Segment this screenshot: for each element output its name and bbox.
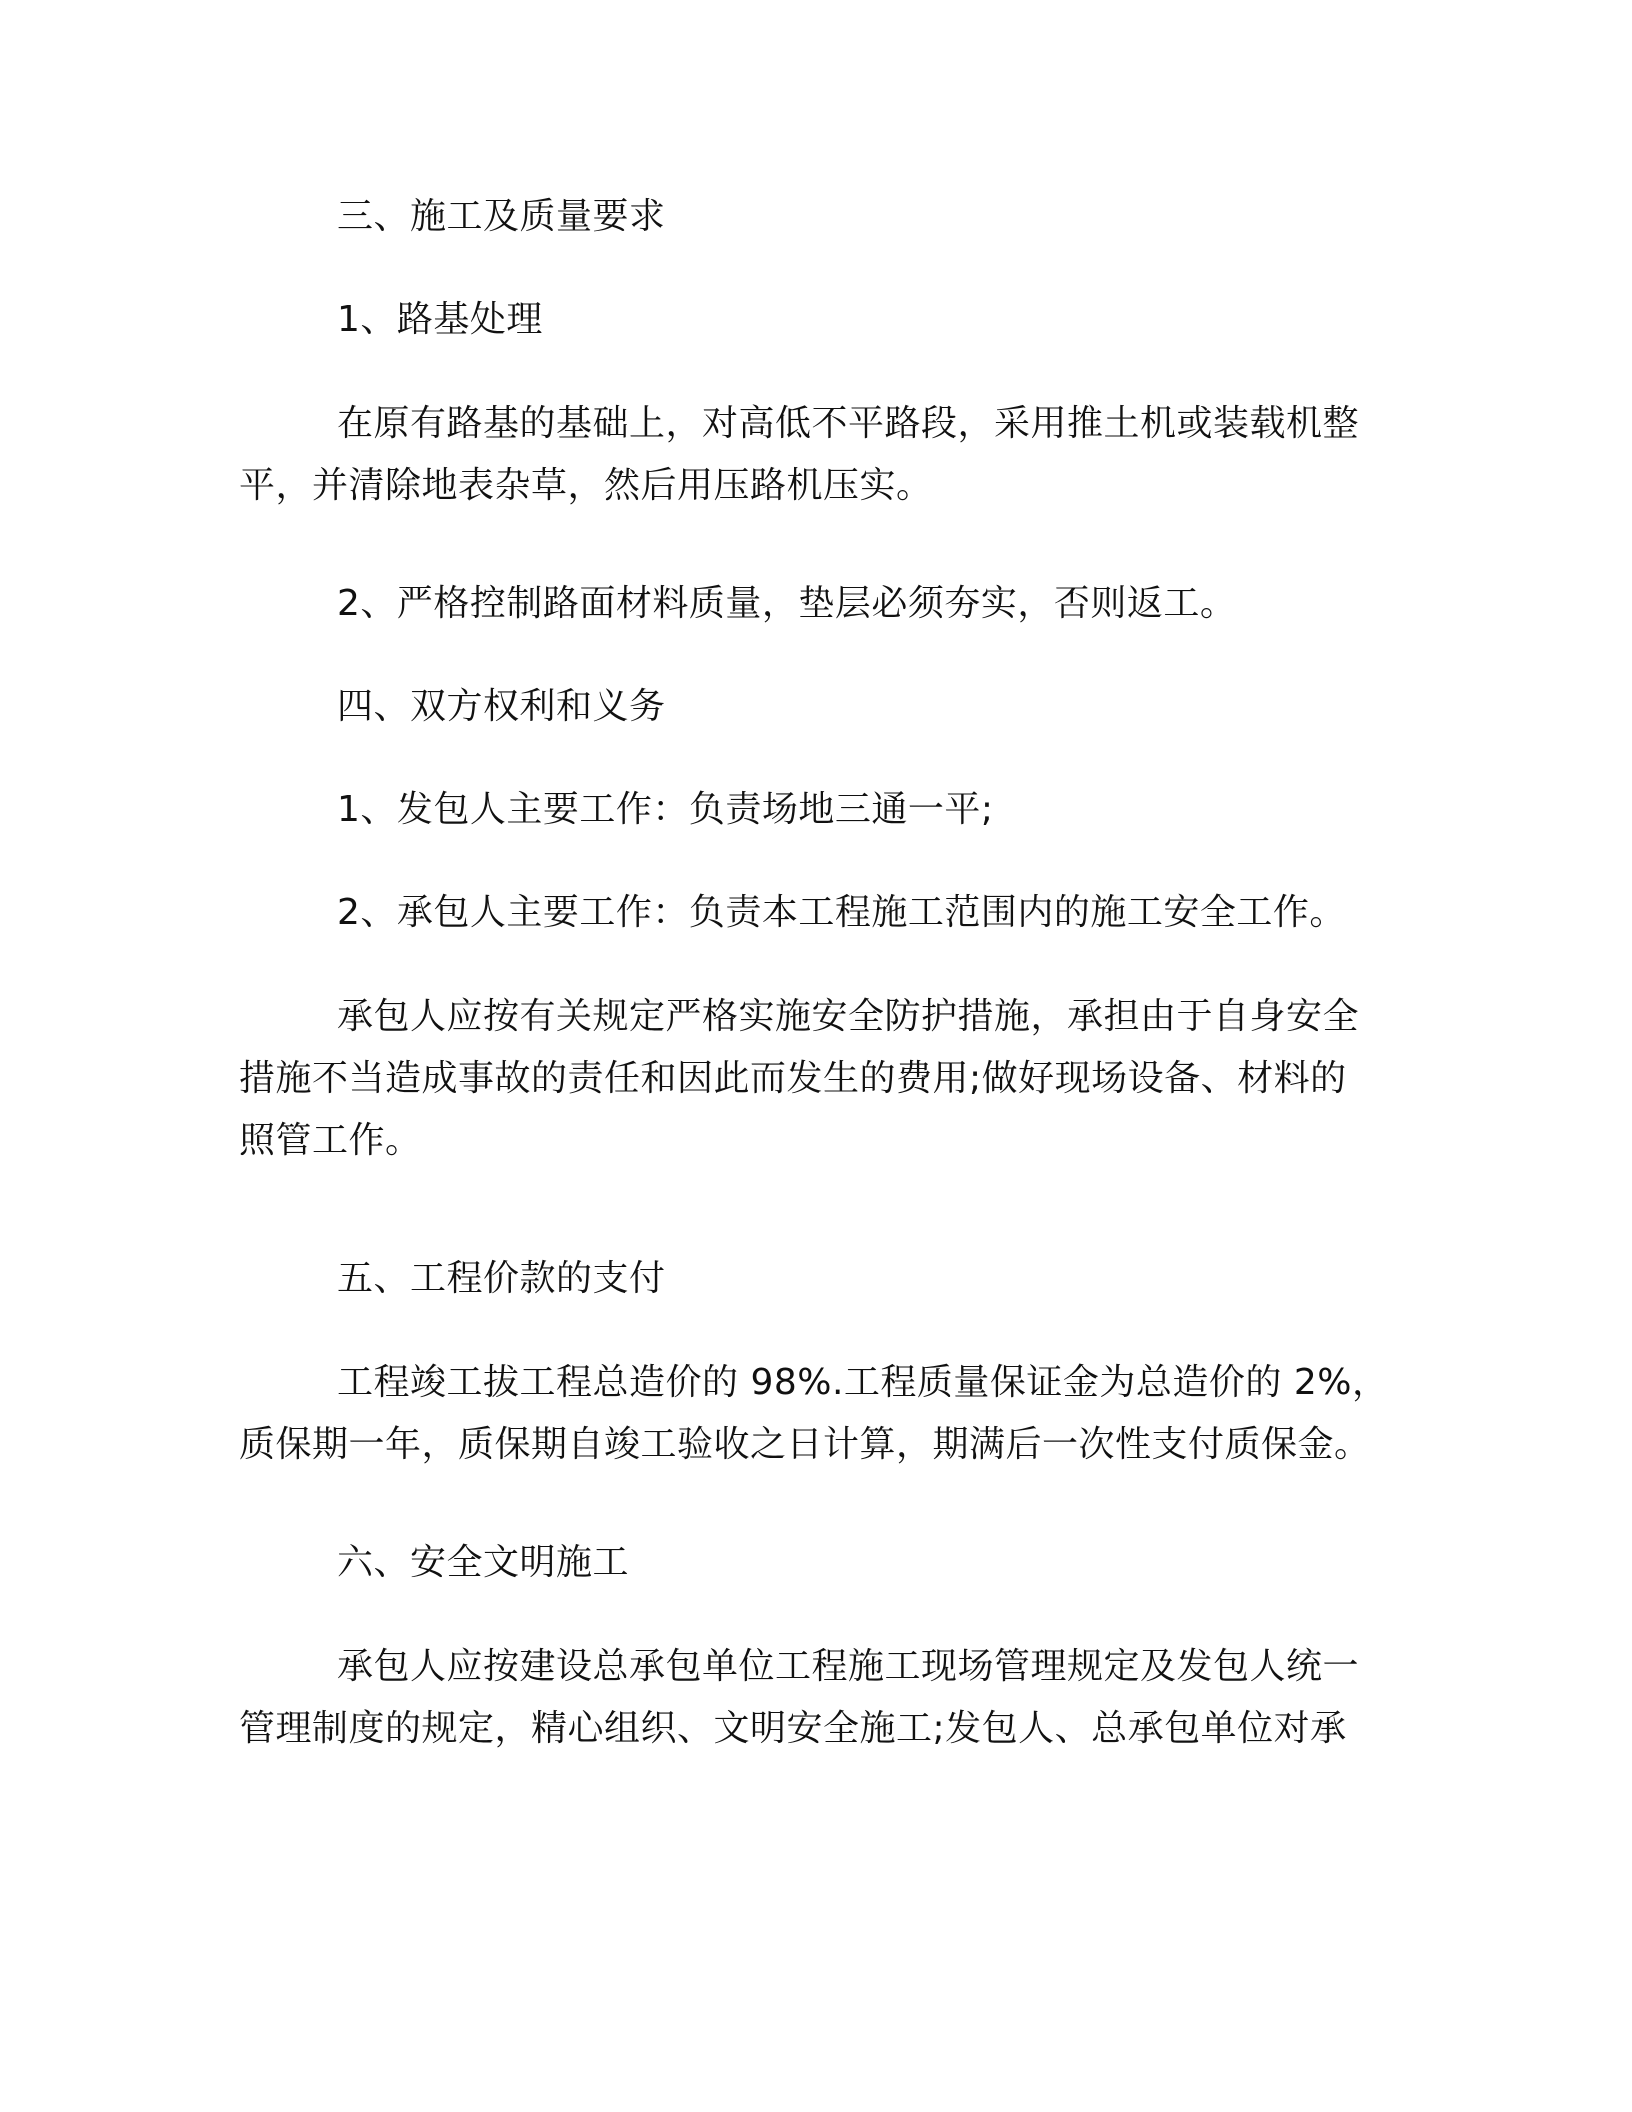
paragraph-line: 管理制度的规定，精心组织、文明安全施工;发包人、总承包单位对承 <box>239 1708 1347 1749</box>
item-material-quality: 2、严格控制路面材料质量，垫层必须夯实，否则返工。 <box>337 583 1237 624</box>
paragraph-line: 在原有路基的基础上，对高低不平路段，采用推土机或装载机整 <box>337 403 1360 444</box>
section-heading-construction-quality: 三、施工及质量要求 <box>337 196 666 237</box>
item-contractor-duties: 2、承包人主要工作：负责本工程施工范围内的施工安全工作。 <box>337 892 1346 933</box>
subheading-roadbed-treatment: 1、路基处理 <box>337 299 543 340</box>
paragraph-payment <box>239 1352 1389 1476</box>
paragraph-roadbed <box>239 393 1389 517</box>
paragraph-line: 平，并清除地表杂草，然后用压路机压实。 <box>239 465 933 506</box>
paragraph-line: 工程竣工拔工程总造价的 98%.工程质量保证金为总造价的 2%， <box>337 1362 1389 1403</box>
section-heading-rights-obligations: 四、双方权利和义务 <box>337 686 666 727</box>
section-heading-safe-construction: 六、安全文明施工 <box>337 1542 630 1583</box>
paragraph-site-management <box>239 1636 1389 1760</box>
item-employer-duties: 1、发包人主要工作：负责场地三通一平; <box>337 789 994 830</box>
paragraph-line: 承包人应按有关规定严格实施安全防护措施，承担由于自身安全 <box>337 996 1360 1037</box>
paragraph-line: 措施不当造成事故的责任和因此而发生的费用;做好现场设备、材料的 <box>239 1058 1347 1099</box>
paragraph-safety-measures <box>239 986 1389 1172</box>
paragraph-line: 照管工作。 <box>239 1120 422 1161</box>
paragraph-line: 承包人应按建设总承包单位工程施工现场管理规定及发包人统一 <box>337 1646 1360 1687</box>
paragraph-line: 质保期一年，质保期自竣工验收之日计算，期满后一次性支付质保金。 <box>239 1424 1371 1465</box>
section-heading-payment: 五、工程价款的支付 <box>337 1258 666 1299</box>
